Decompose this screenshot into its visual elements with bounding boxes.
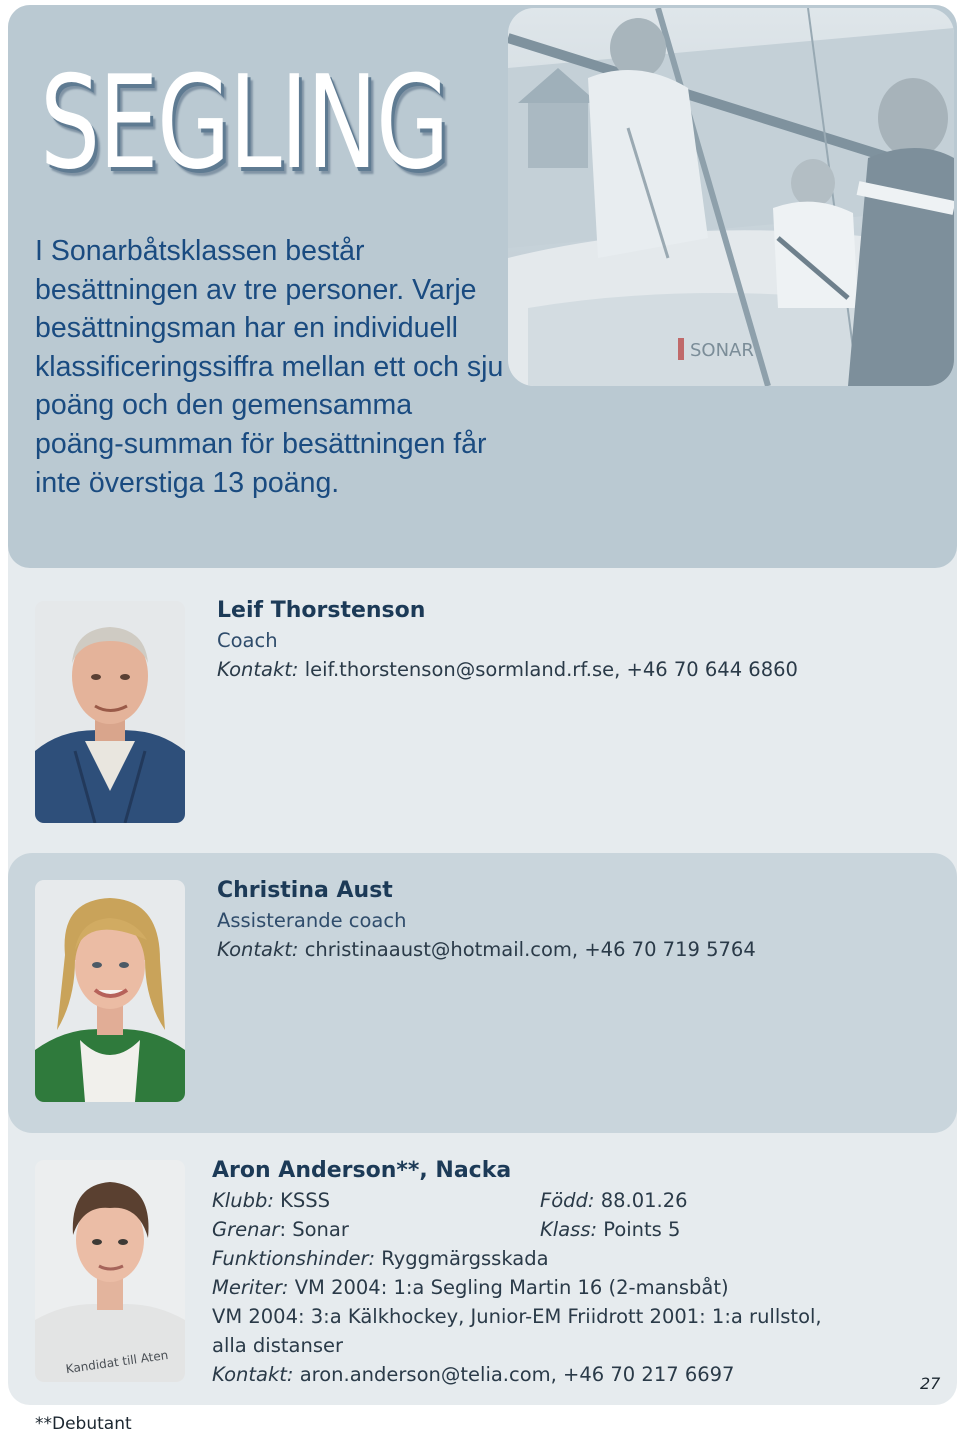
person-role: Coach [217, 629, 278, 652]
contact-value: aron.anderson@telia.com, +46 70 217 6697 [299, 1363, 735, 1386]
born-value: 88.01.26 [600, 1189, 688, 1212]
portrait-leif [35, 601, 185, 823]
shirt-lettering: Kandidat till Aten [64, 1347, 170, 1377]
page-number: 27 [920, 1374, 941, 1393]
portrait-aron [35, 1160, 185, 1382]
class-value: Points 5 [603, 1218, 681, 1241]
club-field [212, 1186, 540, 1215]
contact-label: Kontakt: [212, 1363, 294, 1386]
branch-label: Grenar [212, 1218, 280, 1241]
class-label: Klass: [540, 1218, 598, 1241]
born-label: Född: [540, 1189, 595, 1212]
person-role: Assisterande coach [217, 909, 407, 932]
footnote: **Debutant [35, 1414, 132, 1434]
person-contact [212, 1360, 822, 1389]
merits-value: VM 2004: 1:a Segling Martin 16 (2-mansbåt) [294, 1276, 729, 1299]
boat-lettering: SONAR [690, 340, 754, 361]
person-card-aron [212, 1156, 822, 1389]
page-title: SEGLING [40, 49, 448, 198]
disability-label: Funktionshinder: [212, 1247, 376, 1270]
person-name: Christina Aust [217, 878, 393, 903]
branch-field [212, 1215, 540, 1244]
sailing-photo [508, 8, 954, 386]
merits-line-3: alla distanser [212, 1334, 344, 1357]
intro-text: I Sonarbåtsklassen består besättningen av tre personer. Varje besättningsman har en individuell klassificeringssiffra mellan ett och sju poäng och den gemensamma poäng-summan för besättningen får inte överstiga 13 poäng. [35, 235, 504, 499]
disability-value: Ryggmärgsskada [381, 1247, 549, 1270]
contact-label: Kontakt: [217, 938, 299, 961]
born-field [540, 1186, 688, 1215]
merits-row [212, 1273, 822, 1302]
contact-value: christinaaust@hotmail.com, +46 70 719 5764 [304, 938, 756, 961]
person-card-leif [217, 596, 798, 684]
merits-line-2: VM 2004: 3:a Kälkhockey, Junior-EM Friidrott 2001: 1:a rullstol, [212, 1305, 822, 1328]
person-name: Leif Thorstenson [217, 598, 426, 623]
club-value: KSSS [280, 1189, 331, 1212]
contact-label: Kontakt: [217, 658, 299, 681]
disability-row [212, 1244, 822, 1273]
club-born-row [212, 1186, 822, 1215]
portrait-christina [35, 880, 185, 1102]
person-card-christina [217, 876, 756, 964]
merits-label: Meriter: [212, 1276, 289, 1299]
contact-value: leif.thorstenson@sormland.rf.se, +46 70 644 6860 [304, 658, 798, 681]
person-name: Aron Anderson**, Nacka [212, 1158, 512, 1183]
branch-value: : Sonar [279, 1218, 349, 1241]
class-field [540, 1215, 680, 1244]
branch-class-row [212, 1215, 822, 1244]
person-contact [217, 655, 798, 684]
club-label: Klubb: [212, 1189, 274, 1212]
person-contact [217, 935, 756, 964]
